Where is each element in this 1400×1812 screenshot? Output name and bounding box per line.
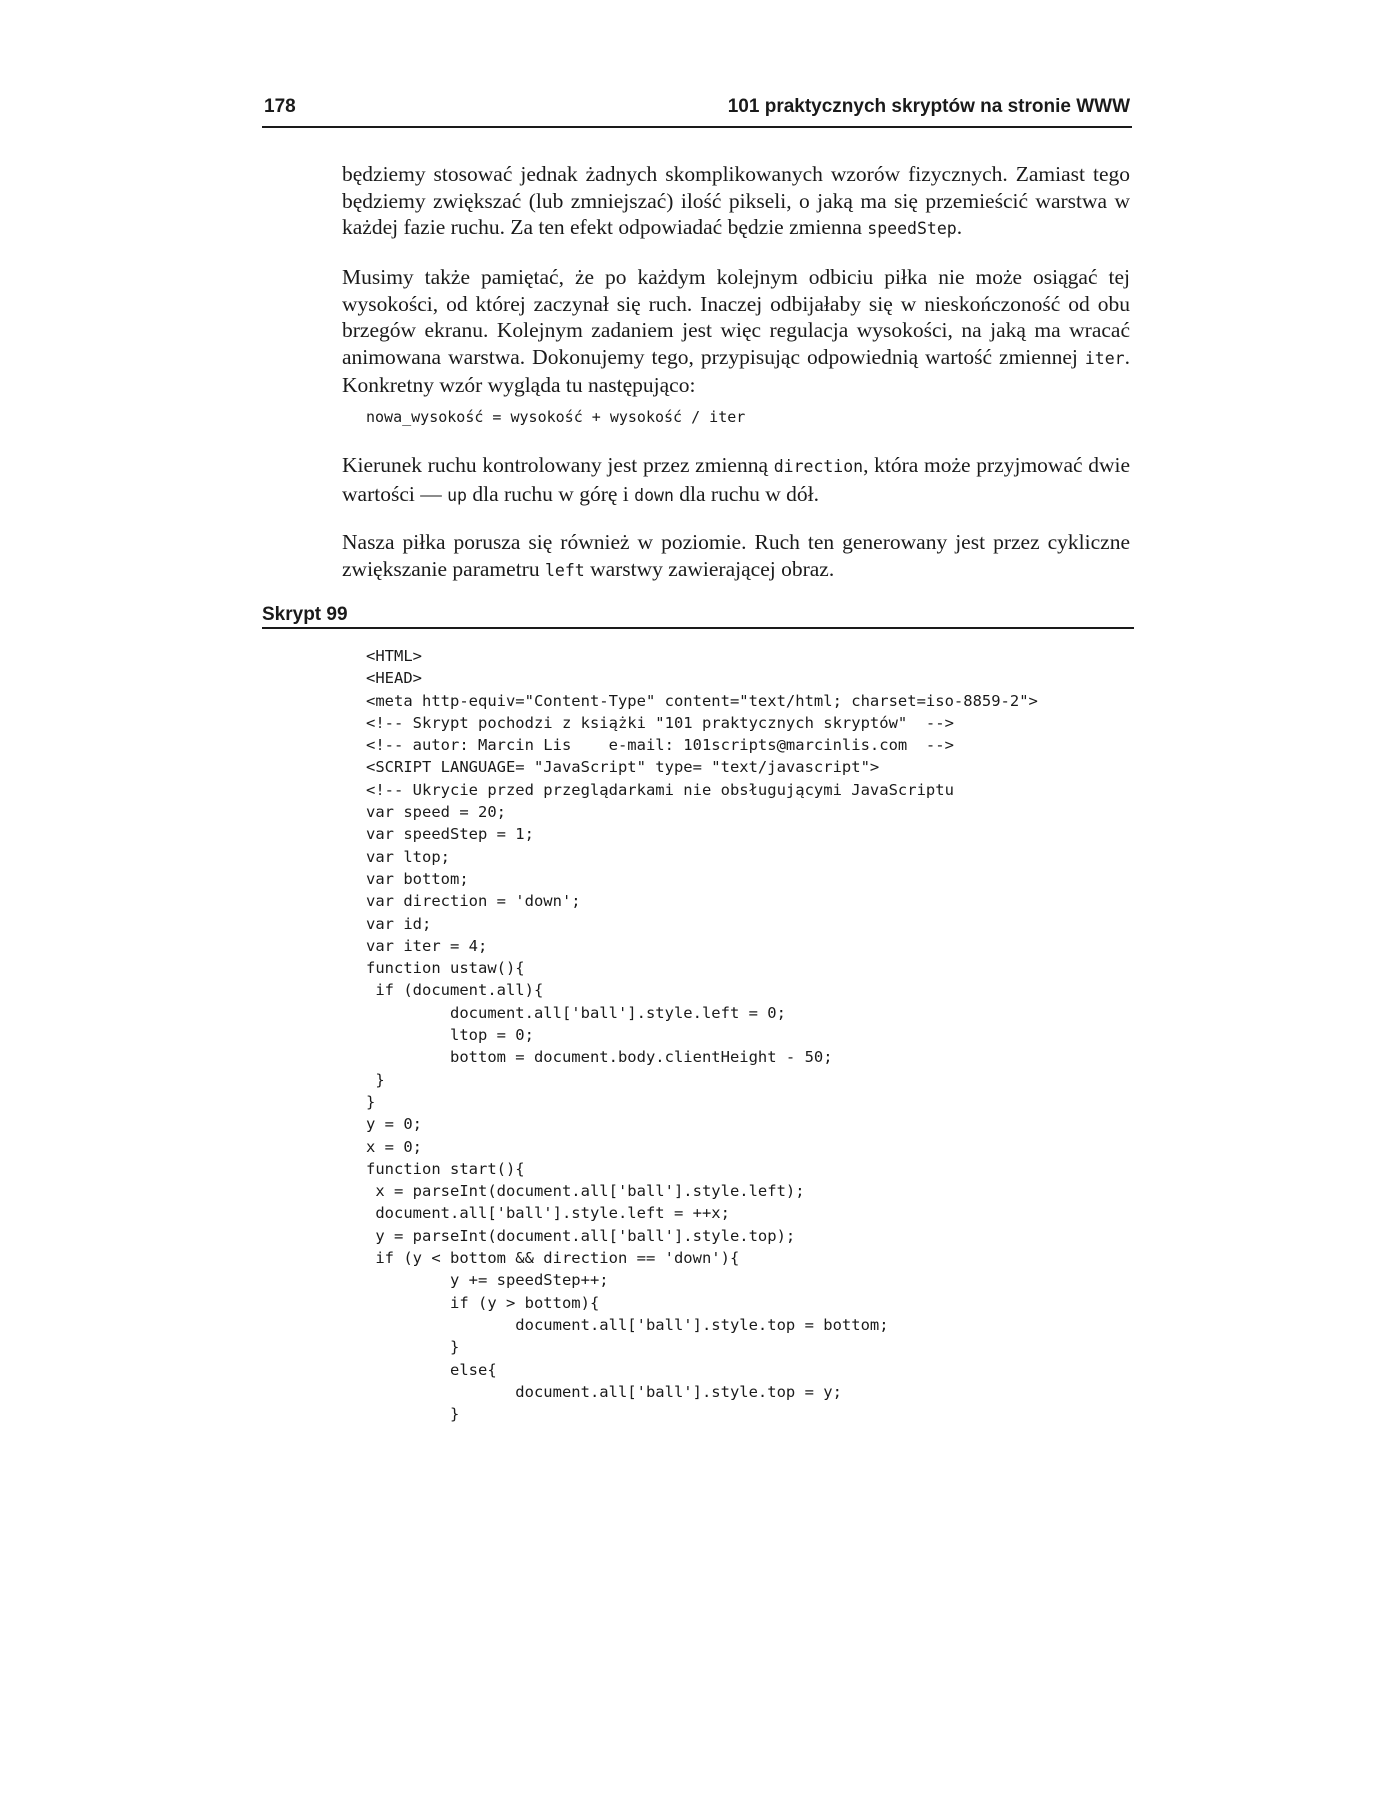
code-line: } bbox=[366, 1092, 376, 1111]
inline-code-left: left bbox=[544, 560, 585, 580]
code-line: if (y > bottom){ bbox=[366, 1293, 600, 1312]
code-line: var iter = 4; bbox=[366, 936, 488, 955]
running-title: 101 praktycznych skryptów na stronie WWW bbox=[727, 96, 1130, 117]
code-line: <SCRIPT LANGUAGE= "JavaScript" type= "text/javascript"> bbox=[366, 758, 880, 777]
code-line: var ltop; bbox=[366, 847, 450, 866]
paragraph-4 bbox=[342, 529, 1130, 584]
code-line: <!-- Skrypt pochodzi z książki "101 praktycznych skryptów" --> bbox=[366, 713, 954, 732]
code-line: } bbox=[366, 1070, 385, 1089]
code-line: function ustaw(){ bbox=[366, 959, 525, 978]
formula: nowa_wysokość = wysokość + wysokość / iter bbox=[366, 408, 746, 426]
code-line: } bbox=[366, 1338, 460, 1357]
code-line: <!-- autor: Marcin Lis e-mail: 101scripts@marcinlis.com --> bbox=[366, 736, 954, 755]
code-line: ltop = 0; bbox=[366, 1026, 534, 1045]
code-line: x = parseInt(document.all['ball'].style.left); bbox=[366, 1182, 805, 1201]
paragraph-1 bbox=[342, 161, 1130, 243]
code-line: var bottom; bbox=[366, 869, 469, 888]
paragraph-1-end: . bbox=[956, 215, 963, 239]
code-line: document.all['ball'].style.left = ++x; bbox=[366, 1204, 730, 1223]
paragraph-2-end: . Konkretny wzór wygląda tu następująco: bbox=[342, 344, 1130, 397]
code-line: var speedStep = 1; bbox=[366, 825, 534, 844]
code-line: x = 0; bbox=[366, 1137, 422, 1156]
code-listing bbox=[366, 645, 1038, 1425]
code-line: var direction = 'down'; bbox=[366, 892, 581, 911]
code-line: document.all['ball'].style.top = y; bbox=[366, 1382, 842, 1401]
inline-code-up: up bbox=[447, 485, 467, 505]
paragraph-3-text-2: , która może przyjmować dwie wartości — bbox=[342, 453, 1131, 506]
code-line: <meta http-equiv="Content-Type" content="text/html; charset=iso-8859-2"> bbox=[366, 691, 1038, 710]
code-line: y = parseInt(document.all['ball'].style.top); bbox=[366, 1226, 796, 1245]
script-label: Skrypt 99 bbox=[262, 604, 348, 625]
paragraph-2 bbox=[342, 264, 1130, 399]
code-line: if (y < bottom && direction == 'down'){ bbox=[366, 1249, 740, 1268]
code-line: var id; bbox=[366, 914, 432, 933]
code-line: } bbox=[366, 1405, 460, 1424]
code-line: document.all['ball'].style.top = bottom; bbox=[366, 1315, 889, 1334]
paragraph-4-end: warstwy zawierającej obraz. bbox=[584, 556, 835, 581]
paragraph-4-text: Nasza piłka porusza się również w poziomie. Ruch ten generowany jest przez cykliczne zwiększanie parametru bbox=[342, 530, 1130, 581]
code-line: else{ bbox=[366, 1360, 497, 1379]
code-line: bottom = document.body.clientHeight - 50; bbox=[366, 1048, 833, 1067]
paragraph-3-text-3: dla ruchu w górę i bbox=[466, 481, 635, 506]
paragraph-3-text-1: Kierunek ruchu kontrolowany jest przez zmienną bbox=[342, 453, 774, 477]
inline-code-direction: direction bbox=[773, 457, 864, 476]
code-line: <HEAD> bbox=[366, 669, 422, 688]
inline-code-iter: iter bbox=[1084, 348, 1125, 368]
paragraph-2-text: Musimy także pamiętać, że po każdym kolejnym odbiciu piłka nie może osiągać tej wysokości, od której zaczynał się ruch. Inaczej odbijałaby się w nieskończoność od obu brzegów ekranu. Kolejnym zadaniem jest więc regulacja wysokości, na jaką ma wracać animowana warstwa. Dokonujemy tego, przypisując odpowiednią wartość zmiennej bbox=[342, 265, 1130, 369]
code-line: var speed = 20; bbox=[366, 803, 506, 822]
code-line: <HTML> bbox=[366, 647, 422, 665]
paragraph-3 bbox=[342, 452, 1130, 509]
paragraph-1-text: będziemy stosować jednak żadnych skomplikowanych wzorów fizycznych. Zamiast tego będziemy zwiększać (lub zmniejszać) ilość pikseli, o jaką ma się przemieścić warstwa w każdej fazie ruchu. Za ten efekt odpowiadać będzie zmienna bbox=[342, 162, 1130, 239]
page-header bbox=[262, 96, 1132, 128]
paragraph-3-text-4: dla ruchu w dół. bbox=[673, 481, 819, 506]
code-line: <!-- Ukrycie przed przeglądarkami nie obsługującymi JavaScriptu bbox=[366, 780, 954, 799]
code-line: function start(){ bbox=[366, 1159, 525, 1178]
inline-code-speedstep: speedStep bbox=[867, 219, 957, 238]
page-number: 178 bbox=[264, 96, 296, 117]
code-line: y = 0; bbox=[366, 1115, 422, 1134]
inline-code-down: down bbox=[634, 485, 674, 505]
code-line: y += speedStep++; bbox=[366, 1271, 609, 1290]
script-divider bbox=[262, 627, 1134, 629]
code-line: if (document.all){ bbox=[366, 981, 544, 1000]
code-line: document.all['ball'].style.left = 0; bbox=[366, 1003, 786, 1022]
